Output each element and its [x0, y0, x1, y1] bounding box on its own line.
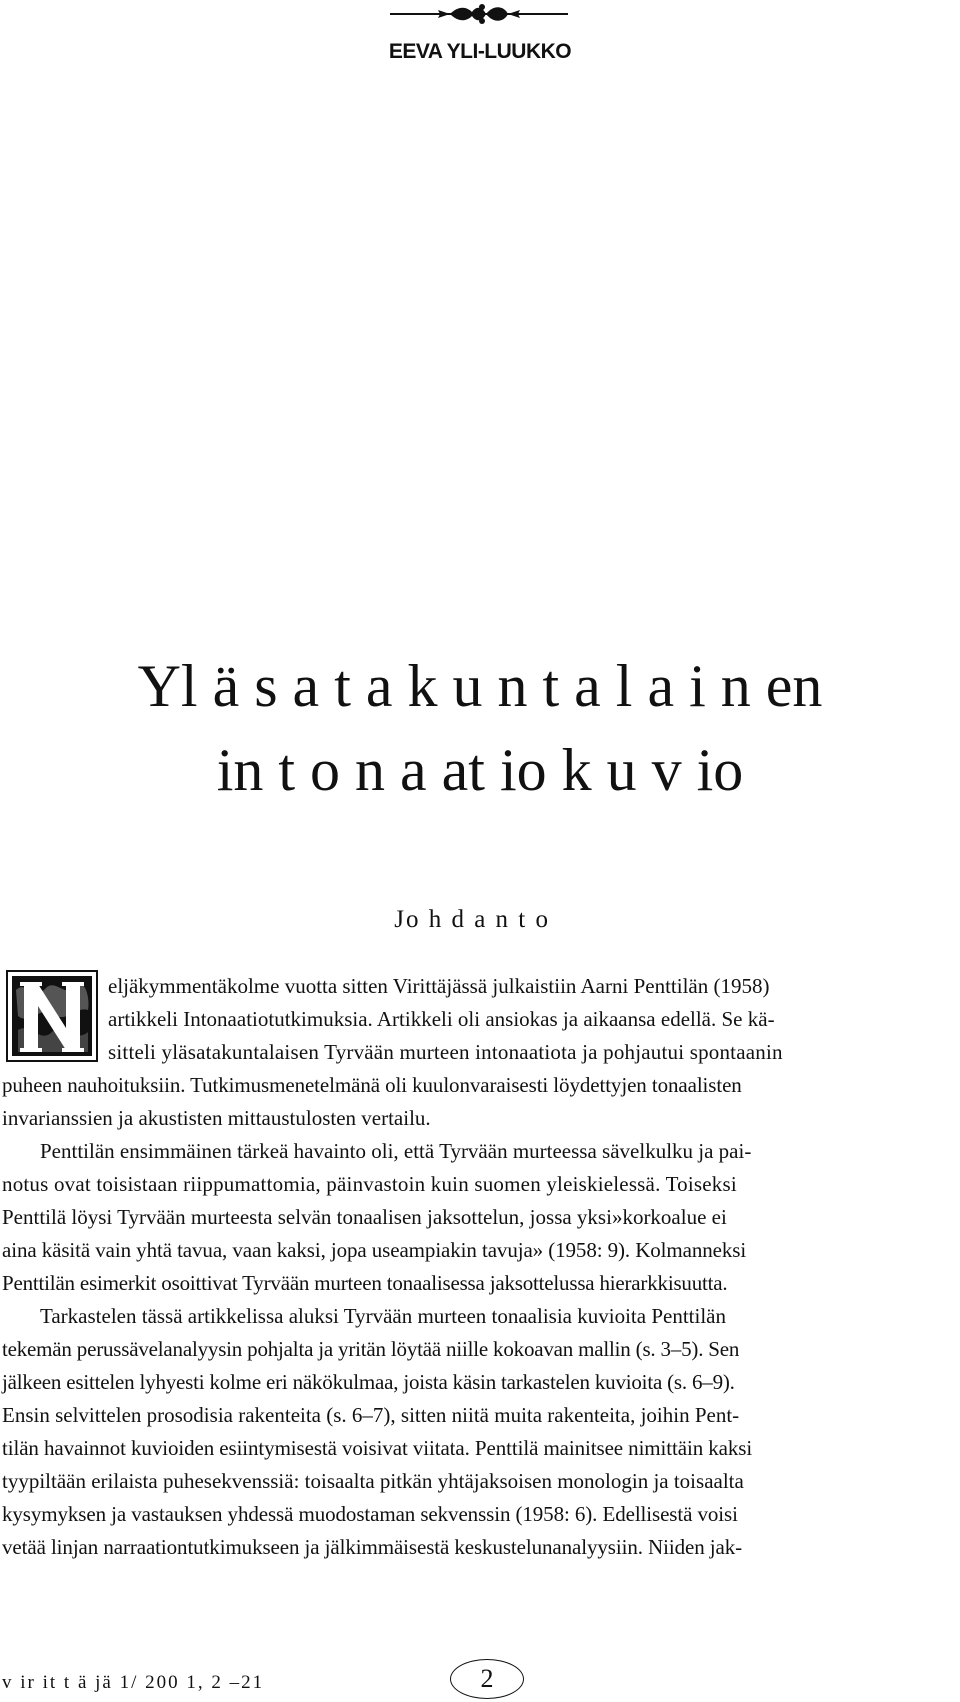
body-line: puheen nauhoituksiin. Tutkimusmenetelmänä oli kuulonvaraisesti löydettyjen tonaalisten [2, 1073, 742, 1097]
journal-citation: v ir it t ä jä 1/ 200 1, 2 –21 [2, 1672, 265, 1693]
decorative-dropcap-n [6, 970, 98, 1062]
body-line: invarianssien ja akustisten mittaustulosten vertailu. [2, 1106, 431, 1130]
body-line: artikkeli Intonaatiotutkimuksia. Artikkeli oli ansiokas ja aikaansa edellä. Se kä- [108, 1007, 775, 1031]
decorative-rule-icon [390, 2, 568, 26]
body-line: jälkeen esittelen lyhyesti kolme eri näkökulmaa, joista käsin tarkastelen kuvioita (s. 6–9). [2, 1370, 735, 1394]
article-title-line-1: Yl ä s a t a k u n t a l a i n en [137, 653, 823, 719]
body-line: Ensin selvittelen prosodisia rakenteita (s. 6–7), sitten niitä muita rakenteita, joihin Pent- [2, 1403, 740, 1427]
body-line: aina käsitä vain yhtä tavua, vaan kaksi, jopa useampiakin tavuja» (1958: 9). Kolmanneksi [2, 1238, 747, 1262]
body-line: notus ovat toisistaan riippumattomia, päinvastoin kuin suomen yleiskielessä. Toiseksi [2, 1172, 737, 1196]
body-line: vetää linjan narraationtutkimukseen ja jälkimmäisestä keskustelunanalyysiin. Niiden jak- [2, 1535, 742, 1559]
body-line: eljäkymmentäkolme vuotta sitten Virittäjässä julkaistiin Aarni Penttilän (1958) [108, 974, 770, 998]
page-number: 2 [450, 1659, 524, 1699]
body-line: Penttilän esimerkit osoittivat Tyrvään murteen tonaalisessa jaksottelussa hierarkkisuutta. [2, 1271, 728, 1295]
body-line: tekemän perussävelanalyysin pohjalta ja yritän löytää niille kokoavan mallin (s. 3–5). Sen [2, 1337, 740, 1361]
article-title-line-2: in t o n a at io k u v io [216, 737, 744, 803]
body-line: tilän havainnot kuvioiden esiintymisestä voisivat viitata. Penttilä mainitsee nimittäin kaksi [2, 1436, 753, 1460]
body-line: kysymyksen ja vastauksen yhdessä muodostaman sekvenssin (1958: 6). Edellisestä voisi [2, 1502, 738, 1526]
body-line: Tarkastelen tässä artikkelissa aluksi Tyrvään murteen tonaalisia kuvioita Penttilän [40, 1304, 726, 1328]
author-name: EEVA YLI-LUUKKO [388, 40, 572, 63]
body-line: Penttilä löysi Tyrvään murteesta selvän tonaalisen jaksottelun, jossa yksi»korkoalue ei [2, 1205, 727, 1229]
body-line: tyypiltään erilaista puhesekvenssiä: toisaalta pitkän yhtäjaksoisen monologin ja toisaalta [2, 1469, 744, 1493]
body-line: sitteli yläsatakuntalaisen Tyrvään murteen intonaatiota ja pohjautui spontaanin [108, 1040, 783, 1064]
body-line: Penttilän ensimmäinen tärkeä havainto oli, että Tyrvään murteessa sävelkulku ja pai- [40, 1139, 752, 1163]
section-heading: Jo h d a n t o [394, 906, 550, 933]
